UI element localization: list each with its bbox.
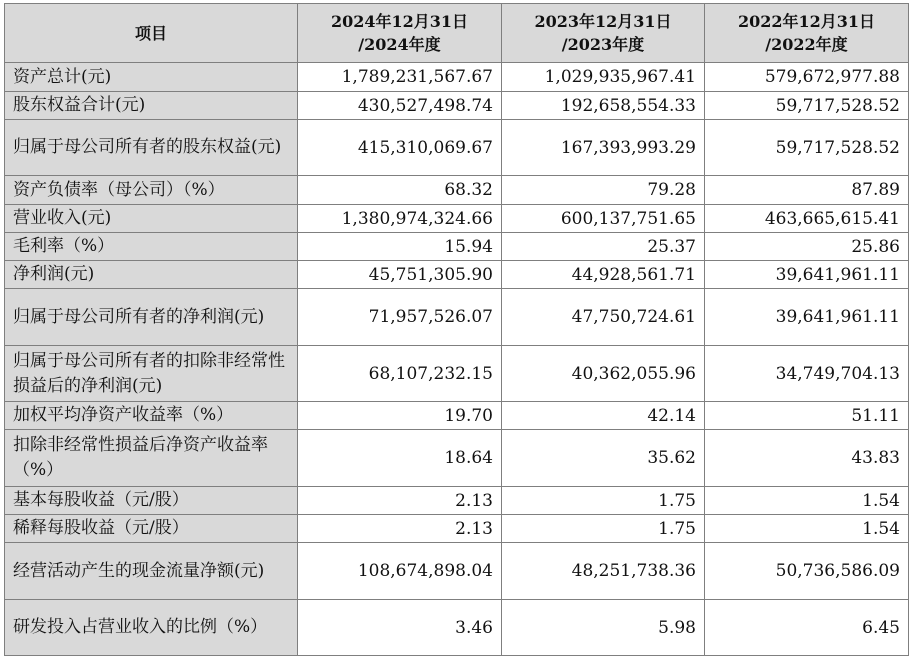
row-label: 基本每股收益（元/股）: [5, 487, 298, 515]
table-row: [5, 430, 909, 487]
header-2023: [502, 4, 705, 63]
value-2023: 1.75: [502, 515, 705, 543]
value-2022: 43.83: [705, 430, 909, 487]
row-label: 经营活动产生的现金流量净额(元): [5, 543, 298, 600]
value-2022: 25.86: [705, 233, 909, 261]
value-2024: 68.32: [298, 176, 502, 205]
value-2023: 600,137,751.65: [502, 205, 705, 233]
value-2024: 68,107,232.15: [298, 346, 502, 402]
value-2023: 192,658,554.33: [502, 92, 705, 120]
row-label: 股东权益合计(元): [5, 92, 298, 120]
financial-summary-table: [4, 3, 909, 656]
value-2022: 1.54: [705, 487, 909, 515]
value-2024: 2.13: [298, 515, 502, 543]
value-2023: 1,029,935,967.41: [502, 63, 705, 92]
table-row: [5, 261, 909, 289]
header-2024-date: 2024年12月31日: [330, 12, 469, 31]
value-2022: 51.11: [705, 402, 909, 430]
value-2023: 35.62: [502, 430, 705, 487]
value-2024: 1,380,974,324.66: [298, 205, 502, 233]
value-2024: 15.94: [298, 233, 502, 261]
header-2022: [705, 4, 909, 63]
table-row: [5, 402, 909, 430]
header-2023-date: 2023年12月31日: [534, 12, 672, 31]
value-2022: 39,641,961.11: [705, 289, 909, 346]
header-2022-date: 2022年12月31日: [737, 12, 876, 31]
value-2022: 34,749,704.13: [705, 346, 909, 402]
row-label: 毛利率（%）: [5, 233, 298, 261]
value-2024: 45,751,305.90: [298, 261, 502, 289]
value-2023: 25.37: [502, 233, 705, 261]
value-2022: 463,665,615.41: [705, 205, 909, 233]
value-2022: 87.89: [705, 176, 909, 205]
row-label: 归属于母公司所有者的净利润(元): [5, 289, 298, 346]
value-2022: 579,672,977.88: [705, 63, 909, 92]
row-label: 加权平均净资产收益率（%）: [5, 402, 298, 430]
row-label: 营业收入(元): [5, 205, 298, 233]
header-2022-year: /2022年度: [765, 35, 848, 54]
table-row: [5, 289, 909, 346]
header-2024: [298, 4, 502, 63]
value-2024: 108,674,898.04: [298, 543, 502, 600]
value-2023: 42.14: [502, 402, 705, 430]
row-label: 净利润(元): [5, 261, 298, 289]
value-2024: 1,789,231,567.67: [298, 63, 502, 92]
value-2022: 39,641,961.11: [705, 261, 909, 289]
value-2023: 167,393,993.29: [502, 120, 705, 176]
table-row: [5, 233, 909, 261]
table-row: [5, 205, 909, 233]
value-2023: 5.98: [502, 600, 705, 656]
value-2022: 1.54: [705, 515, 909, 543]
table-row: [5, 63, 909, 92]
value-2023: 47,750,724.61: [502, 289, 705, 346]
value-2023: 40,362,055.96: [502, 346, 705, 402]
value-2022: 6.45: [705, 600, 909, 656]
value-2024: 71,957,526.07: [298, 289, 502, 346]
value-2024: 415,310,069.67: [298, 120, 502, 176]
header-2023-year: /2023年度: [561, 35, 645, 54]
value-2024: 19.70: [298, 402, 502, 430]
table-header-row: [5, 4, 909, 63]
header-2024-year: /2024年度: [358, 35, 441, 54]
value-2023: 79.28: [502, 176, 705, 205]
row-label: 稀释每股收益（元/股）: [5, 515, 298, 543]
value-2024: 18.64: [298, 430, 502, 487]
row-label: 资产总计(元): [5, 63, 298, 92]
value-2022: 59,717,528.52: [705, 120, 909, 176]
row-label: 资产负债率（母公司）（%）: [5, 176, 298, 205]
table-row: [5, 346, 909, 402]
table-row: [5, 120, 909, 176]
table-row: [5, 487, 909, 515]
table-row: [5, 600, 909, 656]
table-row: [5, 543, 909, 600]
table-row: [5, 515, 909, 543]
table-row: [5, 176, 909, 205]
value-2022: 59,717,528.52: [705, 92, 909, 120]
value-2022: 50,736,586.09: [705, 543, 909, 600]
value-2023: 1.75: [502, 487, 705, 515]
value-2024: 430,527,498.74: [298, 92, 502, 120]
table-row: [5, 92, 909, 120]
row-label: 研发投入占营业收入的比例（%）: [5, 600, 298, 656]
value-2023: 48,251,738.36: [502, 543, 705, 600]
row-label: 扣除非经常性损益后净资产收益率（%）: [5, 430, 298, 487]
value-2024: 2.13: [298, 487, 502, 515]
header-item-label: 项目: [134, 23, 167, 43]
row-label: 归属于母公司所有者的扣除非经常性损益后的净利润(元): [5, 346, 298, 402]
value-2024: 3.46: [298, 600, 502, 656]
value-2023: 44,928,561.71: [502, 261, 705, 289]
row-label: 归属于母公司所有者的股东权益(元): [5, 120, 298, 176]
header-item: [5, 4, 298, 63]
